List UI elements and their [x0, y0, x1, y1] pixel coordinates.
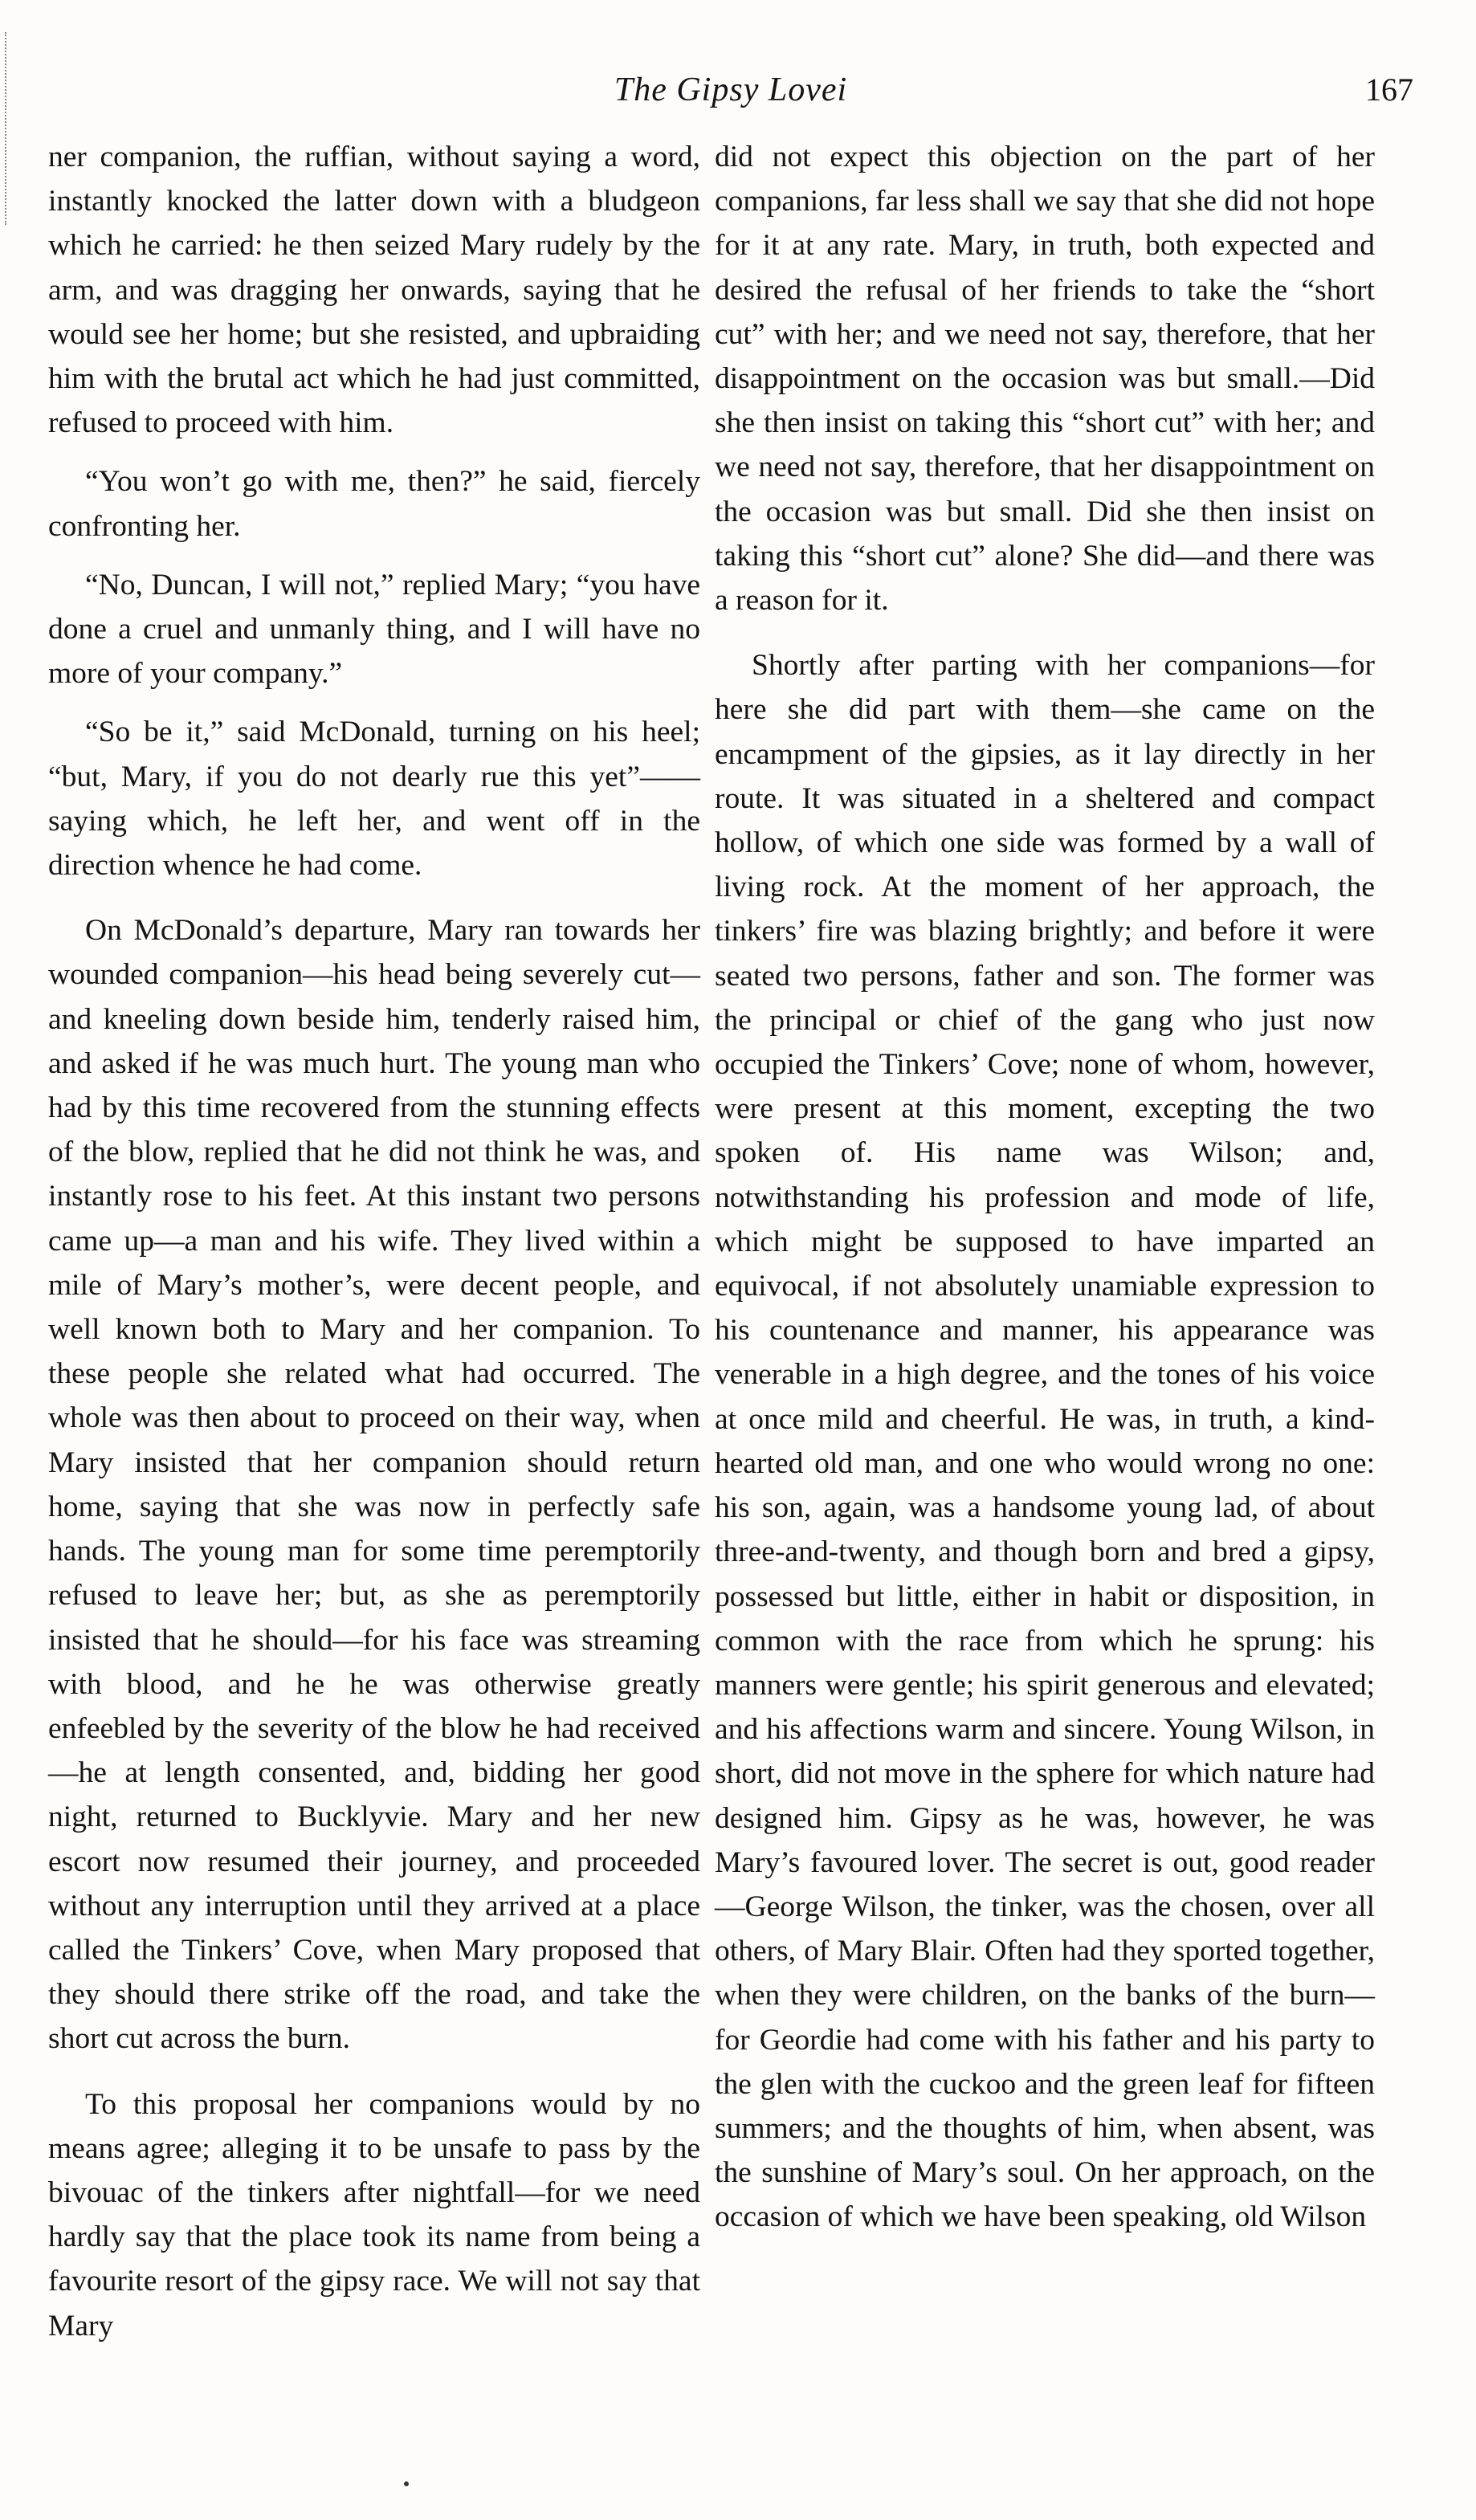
paragraph: Shortly after parting with her companions—for here she did part with them—she came on the encampment of the gipsies, as it lay directly in her route. It was situated in a sheltered and compact hollow, of which one side was formed by a wall of living rock. At the moment of her approach, the tinkers’ fire was blazing brightly; and before it were seated two persons, father and son. The former was the principal or chief of the gang who just now occupied the Tinkers’ Cove; none of whom, however, were present at this moment, excepting the two spoken of. His name was Wilson; and, notwithstanding his profession and mode of life, which might be supposed to have imparted an equivocal, if not absolutely unamiable expression to his countenance and manner, his appearance was venerable in a high degree, and the tones of his voice at once mild and cheerful. He was, in truth, a kind-hearted old man, and one who would wrong no one: his son, again, was a handsome young lad, of about three-and-twenty, and though born and bred a gipsy, possessed but little, either in habit or disposition, in common with the race from which he sprung: his manners were gentle; his spirit generous and elevated; and his affections warm and sincere. Young Wilson, in short, did not move in the sphere for which nature had designed him. Gipsy as he was, however, he was Mary’s favoured lover. The secret is out, good reader—George Wilson, the tinker, was the chosen, over all others, of Mary Blair. Often had they sported together, when they were children, on the banks of the burn—for Geordie had come with his father and his party to the glen with the cuckoo and the green leaf for fifteen summers; and the thoughts of him, when absent, was the sunshine of Mary’s soul. On her approach, on the occasion of which we have been speaking, old Wilson	[715, 649, 1375, 2234]
binding-edge-marks	[5, 32, 14, 225]
paragraph: “No, Duncan, I will not,” replied Mary; “you have done a cruel and unmanly thing, and I will have no more of your company.”	[48, 568, 700, 691]
running-title: The Gipsy Lovei	[614, 71, 848, 108]
paragraph: On McDonald’s departure, Mary ran towards her wounded companion—his head being severely cut—and kneeling down beside him, tenderly raised him, and asked if he was much hurt. The young man who had by this time recovered from the stunning effects of the blow, replied that he did not think he was, and instantly rose to his feet. At this instant two persons came up—a man and his wife. They lived within a mile of Mary’s mother’s, were decent people, and well known both to Mary and her companion. To these people she related what had occurred. The whole was then about to proceed on their way, when Mary insisted that her companion should return home, saying that she was now in perfectly safe hands. The young man for some time peremptorily refused to leave her; but, as she as peremptorily insisted that he should—for his face was streaming with blood, and he he was otherwise greatly enfeebled by the severity of the blow he had received—he at length consented, and, bidding her good night, returned to Bucklyvie. Mary and her new escort now resumed their journey, and proceeded without any interruption until they arrived at a place called the Tinkers’ Cove, when Mary proposed that they should there strike off the road, and take the short cut across the burn.	[48, 914, 700, 2056]
page-header	[48, 71, 1413, 119]
paragraph: “So be it,” said McDonald, turning on his heel; “but, Mary, if you do not dearly rue this yet”——saying which, he left her, and went off in the direction whence he had come.	[48, 716, 700, 883]
paragraph: “You won’t go with me, then?” he said, fiercely confronting her.	[48, 465, 700, 543]
paragraph: did not expect this objection on the part of her companions, far less shall we say that she did not hope for it at any rate. Mary, in truth, both expected and desired the refusal of her friends to take the “short cut” with her; and we need not say, therefore, that her disappointment on the occasion was but small.—Did she then insist on taking this “short cut” with her; and we need not say, therefore, that her disappointment on the occasion was but small. Did she then insist on taking this “short cut” alone? She did—and there was a reason for it.	[715, 141, 1375, 618]
page-number: 167	[1365, 71, 1413, 108]
paragraph: To this proposal her companions would by no means agree; alleging it to be unsafe to pass by the bivouac of the tinkers after nightfall—for we need hardly say that the place took its name from being a favourite resort of the gipsy race. We will not say that Mary	[48, 2087, 700, 2343]
left-column	[48, 135, 700, 2348]
print-speck	[404, 2481, 409, 2486]
paragraph: ner companion, the ruffian, without saying a word, instantly knocked the latter down with a bludgeon which he carried: he then seized Mary rudely by the arm, and was dragging her onwards, saying that he would see her home; but she resisted, and upbraiding him with the brutal act which he had just committed, refused to proceed with him.	[48, 141, 700, 440]
right-column	[715, 135, 1375, 2240]
